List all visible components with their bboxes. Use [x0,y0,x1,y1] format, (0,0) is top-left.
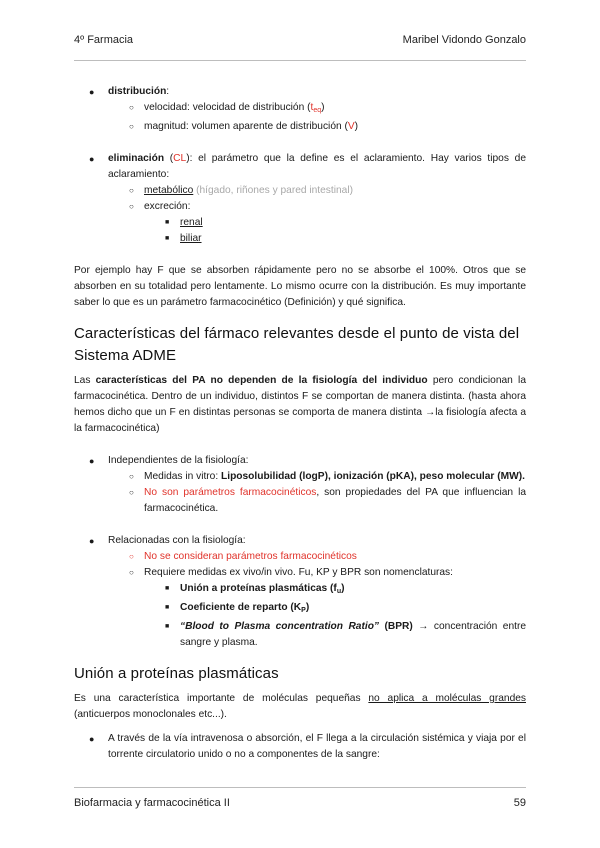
list-item: ○ excreción: [74,199,526,215]
list-item: ○ Medidas in vitro: Liposolubilidad (logP), ionización (pKA), peso molecular (MW). [74,469,526,485]
bullet-circle-icon: ○ [129,552,134,561]
list-item: ● eliminación (CL): el parámetro que la define es el aclaramiento. Hay varios tipos de aclaramiento: [89,153,526,180]
footer-divider [74,787,526,788]
bullet-circle-icon: ○ [129,186,134,195]
paragraph: Por ejemplo hay F que se absorben rápidamente pero no se absorbe el 100%. Otros que se absorben en su totalidad pero lentamente. Lo mismo ocurre con la distribución. Es muy importante saber lo que es un parámetro farmacocinético (Definición) y qué significa. [74,265,526,308]
bullet-square-icon: ■ [165,235,170,242]
bullet-circle-icon: ○ [129,568,134,577]
bullet-square-icon: ■ [165,585,170,592]
bullet-circle-icon: ○ [129,488,134,497]
bullet-square-icon: ■ [165,604,170,611]
list-item: ○ velocidad: velocidad de distribución $(t_{eq})$ [129,102,325,114]
list-item: ■ Coeficiente de reparto $(K_P)$ [165,602,310,614]
section-heading: Características del fármaco relevantes desde el punto de vista del Sistema ADME [74,325,520,364]
bullet-square-icon: ■ [165,219,170,226]
course-title: Biofarmacia y farmacocinética II [74,797,230,809]
bullet-circle-icon: ○ [129,472,134,481]
course-label: 4º Farmacia [74,34,134,46]
list-item: ○ magnitud: volumen aparente de distribución (V) [74,119,526,135]
page-footer [74,797,526,809]
bullet-circle-icon: ○ [129,103,134,112]
header-divider [74,60,526,61]
paragraph: Las características del PA no dependen de la fisiología del individuo pero condicionan la farmacocinética. Dentro de un individuo, distintos F se comportan de manera distinta. (hasta ahora hemos dicho que un F en distintas personas se comporta de manera distinta →la fisiología afecta a la farmacocinética) [74,375,526,434]
bullet-disc-icon: ● [89,734,95,744]
list-item: ○ No se consideran parámetros farmacocinéticos [74,549,526,565]
bullet-disc-icon: ● [89,536,95,546]
list-item: ● Relacionadas con la fisiología: [74,533,526,549]
paragraph: Es una característica importante de moléculas pequeñas no aplica a moléculas grandes (anticuerpos monoclonales etc...). [74,693,526,720]
list-item: ■ renal [74,215,526,231]
bullet-disc-icon: ● [89,456,95,466]
list-item: ● A través de la vía intravenosa o absorción, el F llega a la circulación sistémica y viaja por el torrente circulatorio unido o no a componentes de la sangre: [89,733,526,760]
author-name: Maribel Vidondo Gonzalo [402,34,526,46]
page-header [74,34,526,54]
bullet-circle-icon: ○ [129,202,134,211]
list-item: ■ Unión a proteínas plasmáticas $(f_u)$ [165,583,345,595]
bullet-circle-icon: ○ [129,122,134,131]
list-item: ● distribución: [74,84,526,100]
list-item: ■ biliar [74,231,526,247]
bullet-disc-icon: ● [89,154,95,164]
section-heading: Unión a proteínas plasmáticas [74,665,279,682]
bullet-square-icon: ■ [165,623,170,630]
list-item: ■ “Blood to Plasma concentration Ratio” (BPR) → concentración entre sangre y plasma. [165,621,527,648]
page-number: 59 [513,797,526,809]
bullet-disc-icon: ● [89,87,95,97]
list-item: ○ Requiere medidas ex vivo/in vivo. Fu, KP y BPR son nomenclaturas: [74,565,526,581]
list-item: ● Independientes de la fisiología: [74,453,526,469]
list-item: ○ metabólico (hígado, riñones y pared intestinal) [74,183,526,199]
list-item: ○ No son parámetros farmacocinéticos, son propiedades del PA que influencian la farmacocinética. [129,487,526,514]
page-content [74,84,526,763]
